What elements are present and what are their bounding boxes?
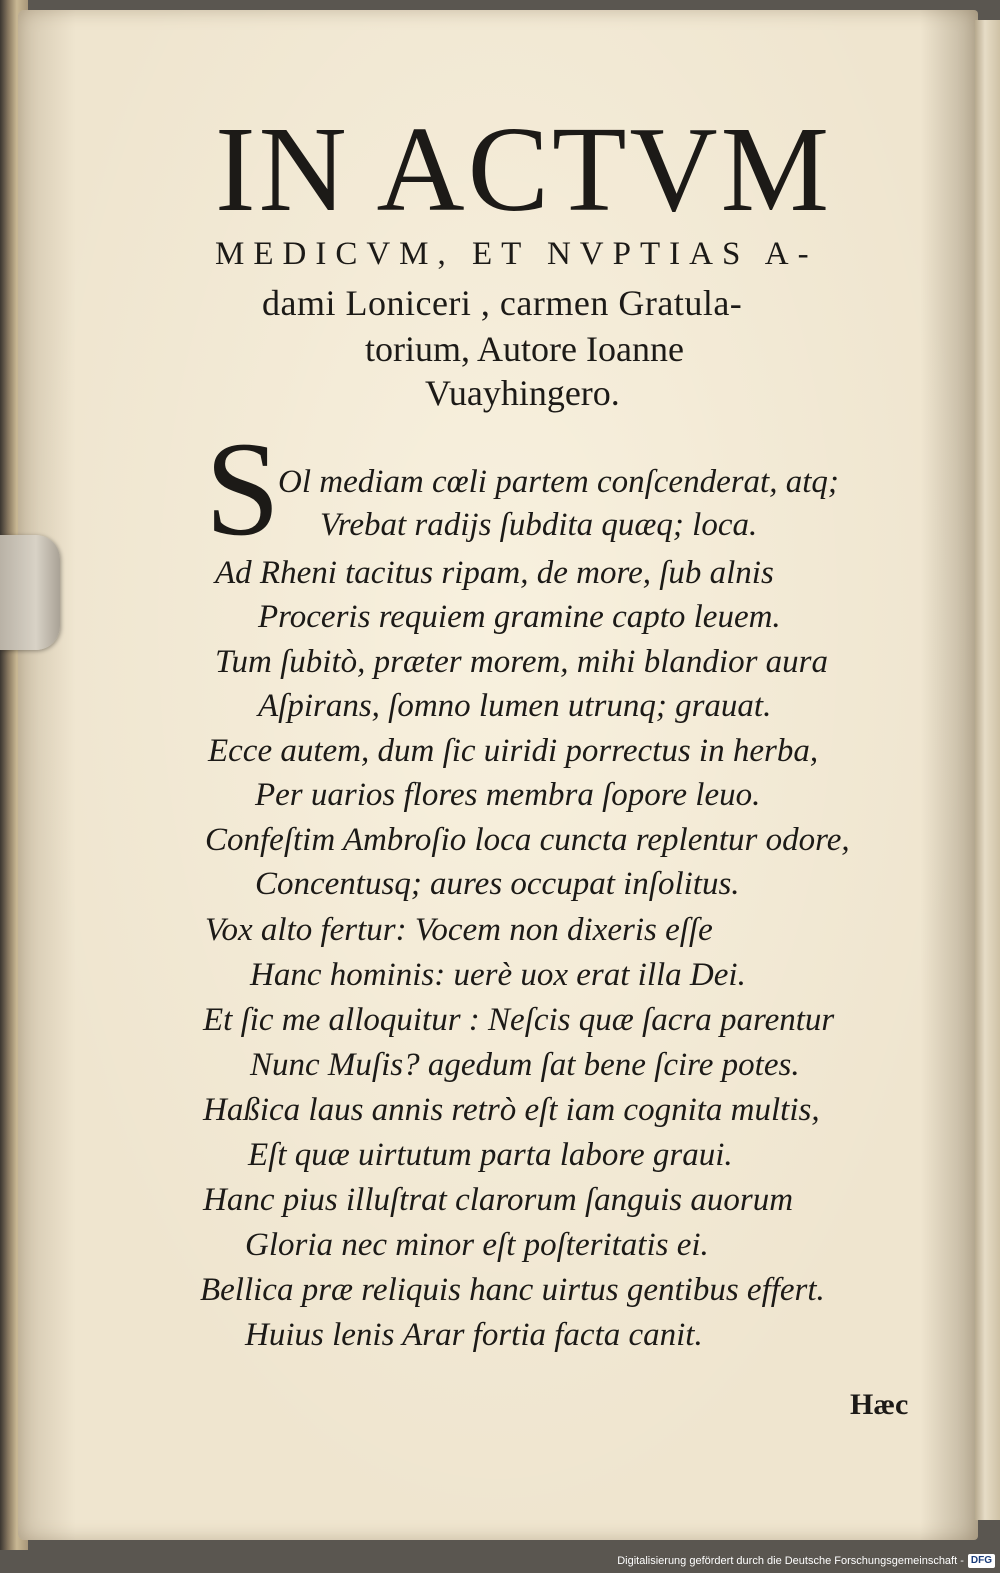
verse-line: Eſt quæ uirtutum parta labore graui.	[248, 1137, 733, 1173]
title-line-2: dami Loniceri , carmen Gratula-	[262, 283, 743, 323]
title-line-3: torium, Autore Ioanne	[365, 329, 684, 369]
verse-line: Confeſtim Ambroſio loca cuncta replentur odore,	[205, 822, 850, 858]
verse-line: Ecce autem, dum ſic uiridi porrectus in herba,	[208, 733, 819, 769]
verse-line: Hanc hominis: uerè uox erat illa Dei.	[250, 957, 746, 993]
title-line-4: Vuayhingero.	[425, 373, 620, 413]
catchword: Hæc	[850, 1388, 909, 1421]
verse-line: Gloria nec minor eſt poſteritatis ei.	[245, 1227, 709, 1263]
drop-cap: S	[205, 415, 281, 564]
verse-line: Vrebat radijs ſubdita quæq; loca.	[320, 507, 758, 543]
verse-line: Haßica laus annis retrò eſt iam cognita multis,	[203, 1092, 820, 1128]
verse-line: Huius lenis Arar fortia facta canit.	[245, 1317, 703, 1353]
verse-line: Aſpirans, ſomno lumen utrunq; grauat.	[258, 688, 772, 724]
verse-line: Concentusq; aures occupat inſolitus.	[255, 866, 740, 902]
verse-line: Per uarios flores membra ſopore leuo.	[255, 777, 761, 813]
verse-line: Ad Rheni tacitus ripam, de more, ſub alnis	[215, 555, 774, 591]
title-line-1: MEDICVM, ET NVPTIAS A-	[215, 236, 818, 272]
verse-line: Proceris requiem gramine capto leuem.	[258, 599, 781, 635]
verse-line: Tum ſubitò, præter morem, mihi blandior aura	[215, 644, 828, 680]
verse-line: Et ſic me alloquitur : Neſcis quæ ſacra parentur	[203, 1002, 835, 1038]
dfg-logo: DFG	[968, 1554, 995, 1568]
page-stack-edge	[975, 20, 1000, 1520]
verse-line: Ol mediam cœli partem conſcenderat, atq;	[278, 464, 839, 500]
title-heading: IN ACTVM	[215, 102, 833, 237]
footer-text: Digitalisierung gefördert durch die Deutsche Forschungsgemeinschaft -	[617, 1555, 964, 1567]
page-clip-tab	[0, 535, 60, 650]
verse-line: Bellica præ reliquis hanc uirtus gentibus effert.	[200, 1272, 825, 1308]
verse-line: Nunc Muſis? agedum ſat bene ſcire potes.	[250, 1047, 800, 1083]
funding-footer	[600, 1551, 995, 1571]
verse-line: Vox alto fertur: Vocem non dixeris eſſe	[205, 912, 713, 948]
verse-line: Hanc pius illuſtrat clarorum ſanguis auorum	[203, 1182, 794, 1218]
